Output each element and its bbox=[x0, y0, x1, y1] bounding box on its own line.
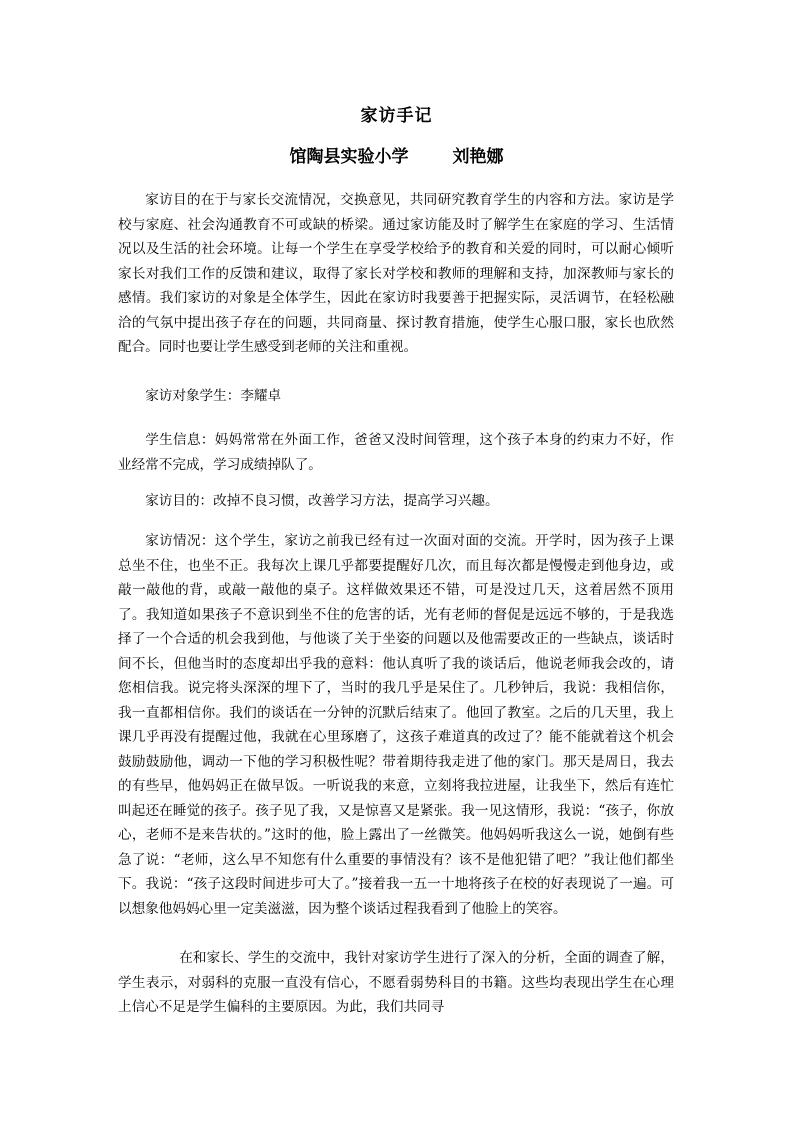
document-title: 家访手记 bbox=[360, 106, 433, 126]
analysis-paragraph: 在和家长、学生的交流中，我针对家访学生进行了深入的分析，全面的调查了解，学生表示，对弱科的克服一直没有信心，不愿看弱势科目的书籍。这些均表现出学生在心理上信心不足是学生偏科的主要原因。为此，我们共同寻 bbox=[118, 950, 674, 1015]
author-line bbox=[0, 145, 793, 169]
student-info-paragraph: 学生信息：妈妈常常在外面工作，爸爸又没时间管理，这个孩子本身的约束力不好，作业经常不完成，学习成绩掉队了。 bbox=[118, 432, 674, 473]
visit-target-paragraph: 家访对象学生：李耀卓 bbox=[145, 388, 282, 404]
visit-goal-paragraph: 家访目的：改掉不良习惯，改善学习方法，提高学习兴趣。 bbox=[145, 493, 499, 509]
school-name: 馆陶县实验小学 bbox=[289, 147, 409, 167]
visit-situation-paragraph: 家访情况：这个学生，家访之前我已经有过一次面对面的交流。开学时，因为孩子上课总坐不住，也坐不正。我每次上课几乎都要提醒好几次，而且每次都是慢慢走到他身边，或敲一敲他的背，或敲一敲他的桌子。这样做效果还不错，可是没过几天，这着居然不顶用了。我知道如果孩子不意识到坐不住的危害的话，光有老师的督促是远远不够的，于是我选择了一个合适的机会我到他，与他谈了关于坐姿的问题以及他需要改正的一些缺点，谈话时间不长，但他当时的态度却出乎我的意料：他认真听了我的谈话后，他说老师我会改的，请您相信我。说完将头深深的埋下了，当时的我几乎是呆住了。几秒钟后，我说：我相信你，我一直都相信你。我们的谈话在一分钟的沉默后结束了。他回了教室。之后的几天里，我上课几乎再没有提醒过他，我就在心里琢磨了，这孩子难道真的改过了？能不能就着这个机会鼓励鼓励他，调动一下他的学习积极性呢？带着期待我走进了他的家门。那天是周日，我去的有些早，他妈妈正在做早饭。一听说我的来意，立刻将我拉进屋，让我坐下，然后有连忙叫起还在睡觉的孩子。孩子见了我，又是惊喜又是紧张。我一见这情形，我说：“孩子，你放心，老师不是来告状的。”这时的他，脸上露出了一丝微笑。他妈妈听我这么一说，她倒有些急了说：“老师，这么早不知您有什么重要的事情没有？该不是他犯错了吧？”我让他们都坐下。我说：“孩子这段时间进步可大了。”接着我一五一十地将孩子在校的好表现说了一遍。可以想象他妈妈心里一定美滋滋，因为整个谈话过程我看到了他脸上的笑容。 bbox=[118, 533, 674, 917]
intro-paragraph: 家访目的在于与家长交流情况，交换意见，共同研究教育学生的内容和方法。家访是学校与家庭、社会沟通教育不可或缺的桥梁。通过家访能及时了解学生在家庭的学习、生活情况以及生活的社会环境。让每一个学生在享受学校给予的教育和关爱的同时，可以耐心倾听家长对我们工作的反馈和建议，取得了家长对学校和教师的理解和支持，加深教师与家长的感情。我们家访的对象是全体学生，因此在家访时我要善于把握实际，灵活调节，在轻松融洽的气氛中提出孩子存在的问题，共同商量、探讨教育措施，使学生心服口服，家长也欣然配合。同时也要让学生感受到老师的关注和重视。 bbox=[118, 192, 674, 355]
author-name: 刘艳娜 bbox=[452, 147, 504, 167]
